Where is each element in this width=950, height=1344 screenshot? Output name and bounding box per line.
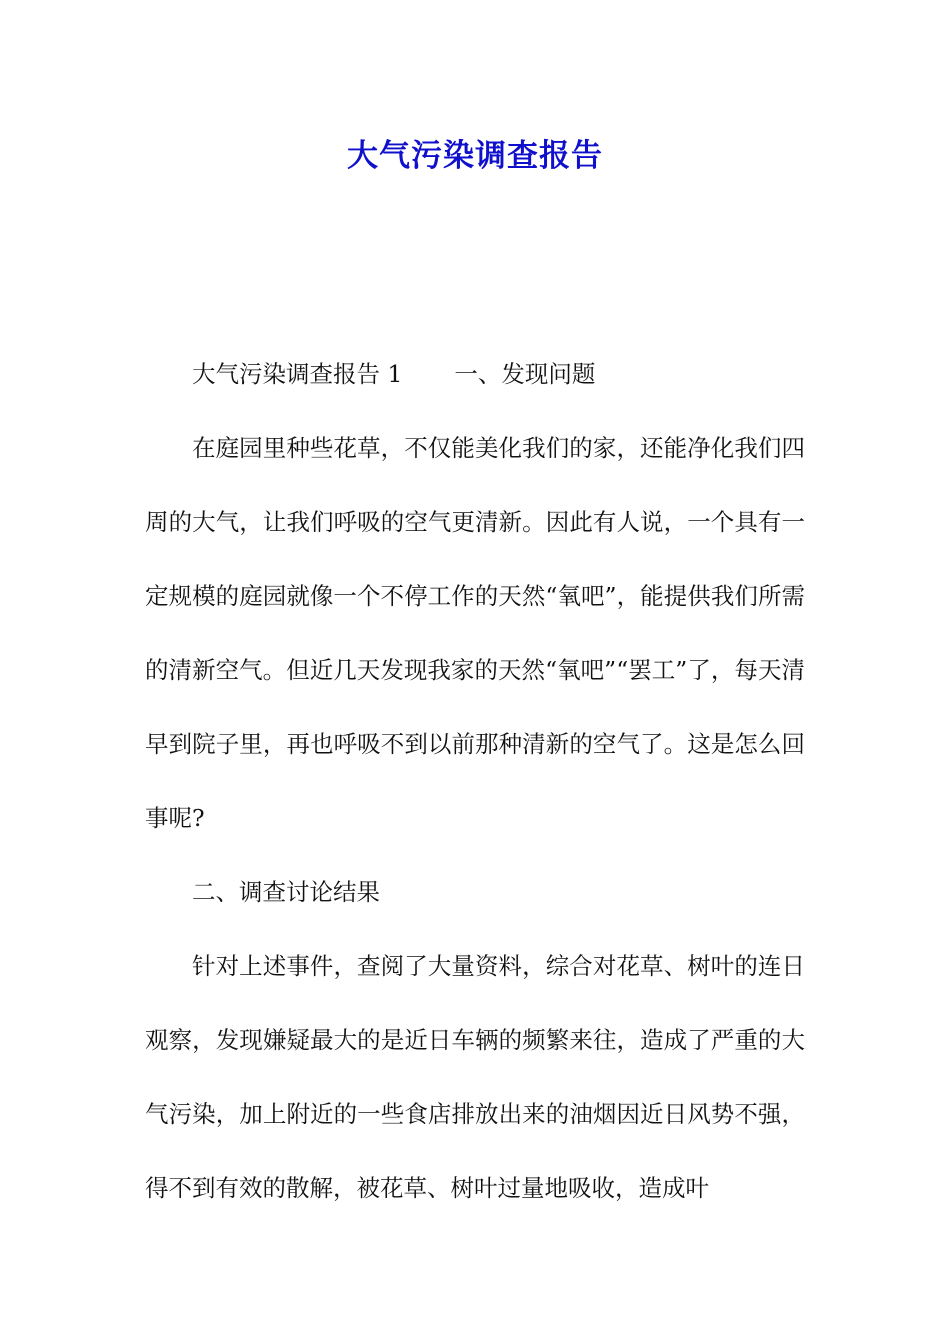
report-heading: 大气污染调查报告 1	[192, 360, 403, 388]
section1-heading: 一、发现问题	[454, 360, 596, 388]
paragraph-1: 在庭园里种些花草，不仅能美化我们的家，还能净化我们四周的大气，让我们呼吸的空气更清新。因此有人说，一个具有一定规模的庭园就像一个不停工作的天然“氧吧”，能提供我们所需的清新空气。但近几天发现我家的天然“氧吧”“罢工”了，每天清早到院子里，再也呼吸不到以前那种清新的空气了。这是怎么回事呢?	[145, 434, 805, 832]
section2-heading: 二、调查讨论结果	[192, 878, 380, 906]
report-heading-line	[145, 337, 805, 411]
document-title: 大气污染调查报告	[347, 138, 603, 174]
paragraph-2: 针对上述事件，查阅了大量资料，综合对花草、树叶的连日观察，发现嫌疑最大的是近日车辆的频繁来往，造成了严重的大气污染，加上附近的一些食店排放出来的油烟因近日风势不强，得不到有效的散解，被花草、树叶过量地吸收，造成叶	[145, 952, 805, 1202]
document-body	[145, 337, 805, 1225]
